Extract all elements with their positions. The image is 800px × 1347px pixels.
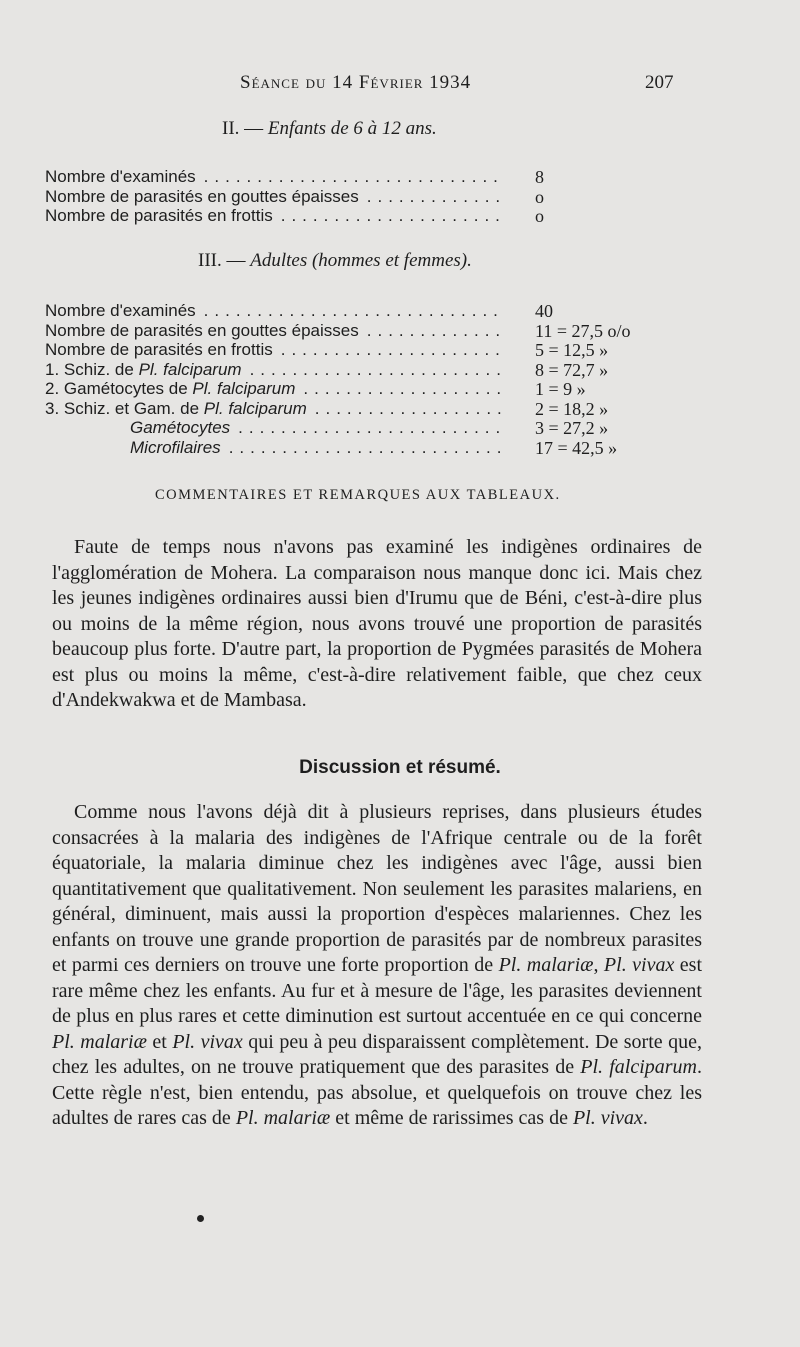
row-value: o [535, 186, 544, 207]
section-iii-heading: III. — Adultes (hommes et femmes). [198, 250, 472, 271]
table-row [45, 340, 745, 360]
leader-dots: ............. [366, 320, 507, 340]
leader-dots: ..................... [280, 206, 506, 225]
leader-dots: ......................... [238, 418, 507, 437]
running-head [0, 72, 800, 102]
row-label: Gamétocytes [130, 418, 231, 437]
leader-dots: ............................ [203, 167, 504, 186]
row-value: 11 = 27,5 o/o [535, 320, 631, 341]
running-title: Séance du 14 Février 1934 [240, 72, 472, 93]
table-row [45, 399, 745, 419]
comments-title: COMMENTAIRES ET REMARQUES AUX TABLEAUX. [155, 487, 561, 503]
row-label: Nombre de parasités en gouttes épaisses [45, 186, 359, 206]
leader-dots: ..................... [280, 340, 506, 359]
row-value: 5 = 12,5 » [535, 340, 609, 360]
table-children [45, 167, 745, 226]
leader-dots: ............. [366, 186, 507, 206]
row-label: Nombre de parasités en frottis [45, 340, 273, 359]
table-row [45, 418, 745, 438]
row-label: Nombre d'examinés [45, 167, 196, 186]
row-label: Nombre de parasités en gouttes épaisses [45, 320, 359, 340]
row-value: 40 [535, 301, 553, 321]
table-row [45, 187, 745, 207]
leader-dots: .................. [314, 398, 508, 418]
row-value: 2 = 18,2 » [535, 398, 609, 419]
section-ii-heading: II. — Enfants de 6 à 12 ans. [222, 118, 437, 139]
row-label: Nombre de parasités en frottis [45, 206, 273, 225]
table-row [45, 438, 745, 458]
leader-dots: ........................ [249, 359, 507, 379]
comments-paragraph: Faute de temps nous n'avons pas examiné les indigènes ordinaires de l'agglomération de Mohera. La comparaison nous manque donc ici. Mais chez les jeunes indigènes ordinaires aussi bien d'Irumu que de Béni, c'est-à-dire plus ou moins de la même région, nous avons trouvé une proportion de parasités beaucoup plus forte. D'autre part, la proportion de Pygmées parasités de Mohera est plus ou moins la même, c'est-à-dire relativement faible, que chez ceux d'Andekwakwa et de Mambasa. [52, 536, 702, 711]
leader-dots: ................... [303, 379, 508, 398]
section-ii-title: Enfants de 6 à 12 ans. [267, 118, 437, 139]
row-label: 2. Gamétocytes de Pl. falciparum [45, 379, 296, 398]
row-value: 8 [535, 167, 544, 187]
row-label: Nombre d'examinés [45, 301, 196, 320]
row-value: 1 = 9 » [535, 379, 586, 399]
page-number: 207 [645, 72, 674, 93]
row-value: 17 = 42,5 » [535, 437, 618, 458]
leader-dots: .......................... [228, 437, 508, 457]
row-value: o [535, 206, 544, 226]
table-adults [45, 301, 745, 457]
row-label: Microfilaires [130, 437, 221, 457]
table-row [45, 321, 745, 341]
leader-dots: ............................ [203, 301, 504, 320]
row-value: 3 = 27,2 » [535, 418, 609, 438]
table-row [45, 206, 745, 226]
row-label: 1. Schiz. de Pl. falciparum [45, 359, 242, 379]
section-iii-title: Adultes (hommes et femmes). [250, 250, 472, 271]
row-value: 8 = 72,7 » [535, 359, 609, 380]
table-row [45, 360, 745, 380]
row-label: 3. Schiz. et Gam. de Pl. falciparum [45, 398, 307, 418]
table-row [45, 167, 745, 187]
discussion-paragraph: Comme nous l'avons déjà dit à plusieurs reprises, dans plusieurs études consacrées à la malaria des indigènes de l'Afrique centrale ou de la forêt équatoriale, la malaria diminue chez les indigènes avec l'âge, aussi bien quantitativement que qualitativement. Non seulement les parasites malariens, en général, diminuent, mais aussi la proportion d'espèces malariennes. Chez les enfants on trouve une grande proportion de parasités par de nombreux parasites et parmi ces derniers on trouve une forte proportion de Pl. malariæ, Pl. vivax est rare même chez les enfants. Au fur et à mesure de l'âge, les parasites deviennent de plus en plus rares et cette diminution est surtout accentuée en ce qui concerne Pl. malariæ et Pl. vivax qui peu à peu disparaissent complètement. De sorte que, chez les adultes, on ne trouve pratiquement que des parasites de Pl. falciparum. Cette règle n'est, bien entendu, pas absolue, et quelquefois on trouve chez les adultes de rares cas de Pl. malariæ et même de rarissimes cas de Pl. vivax. [52, 801, 703, 1129]
bullet-mark [197, 1215, 204, 1222]
discussion-title: Discussion et résumé. [299, 757, 501, 778]
table-row [45, 379, 745, 399]
table-row [45, 301, 745, 321]
